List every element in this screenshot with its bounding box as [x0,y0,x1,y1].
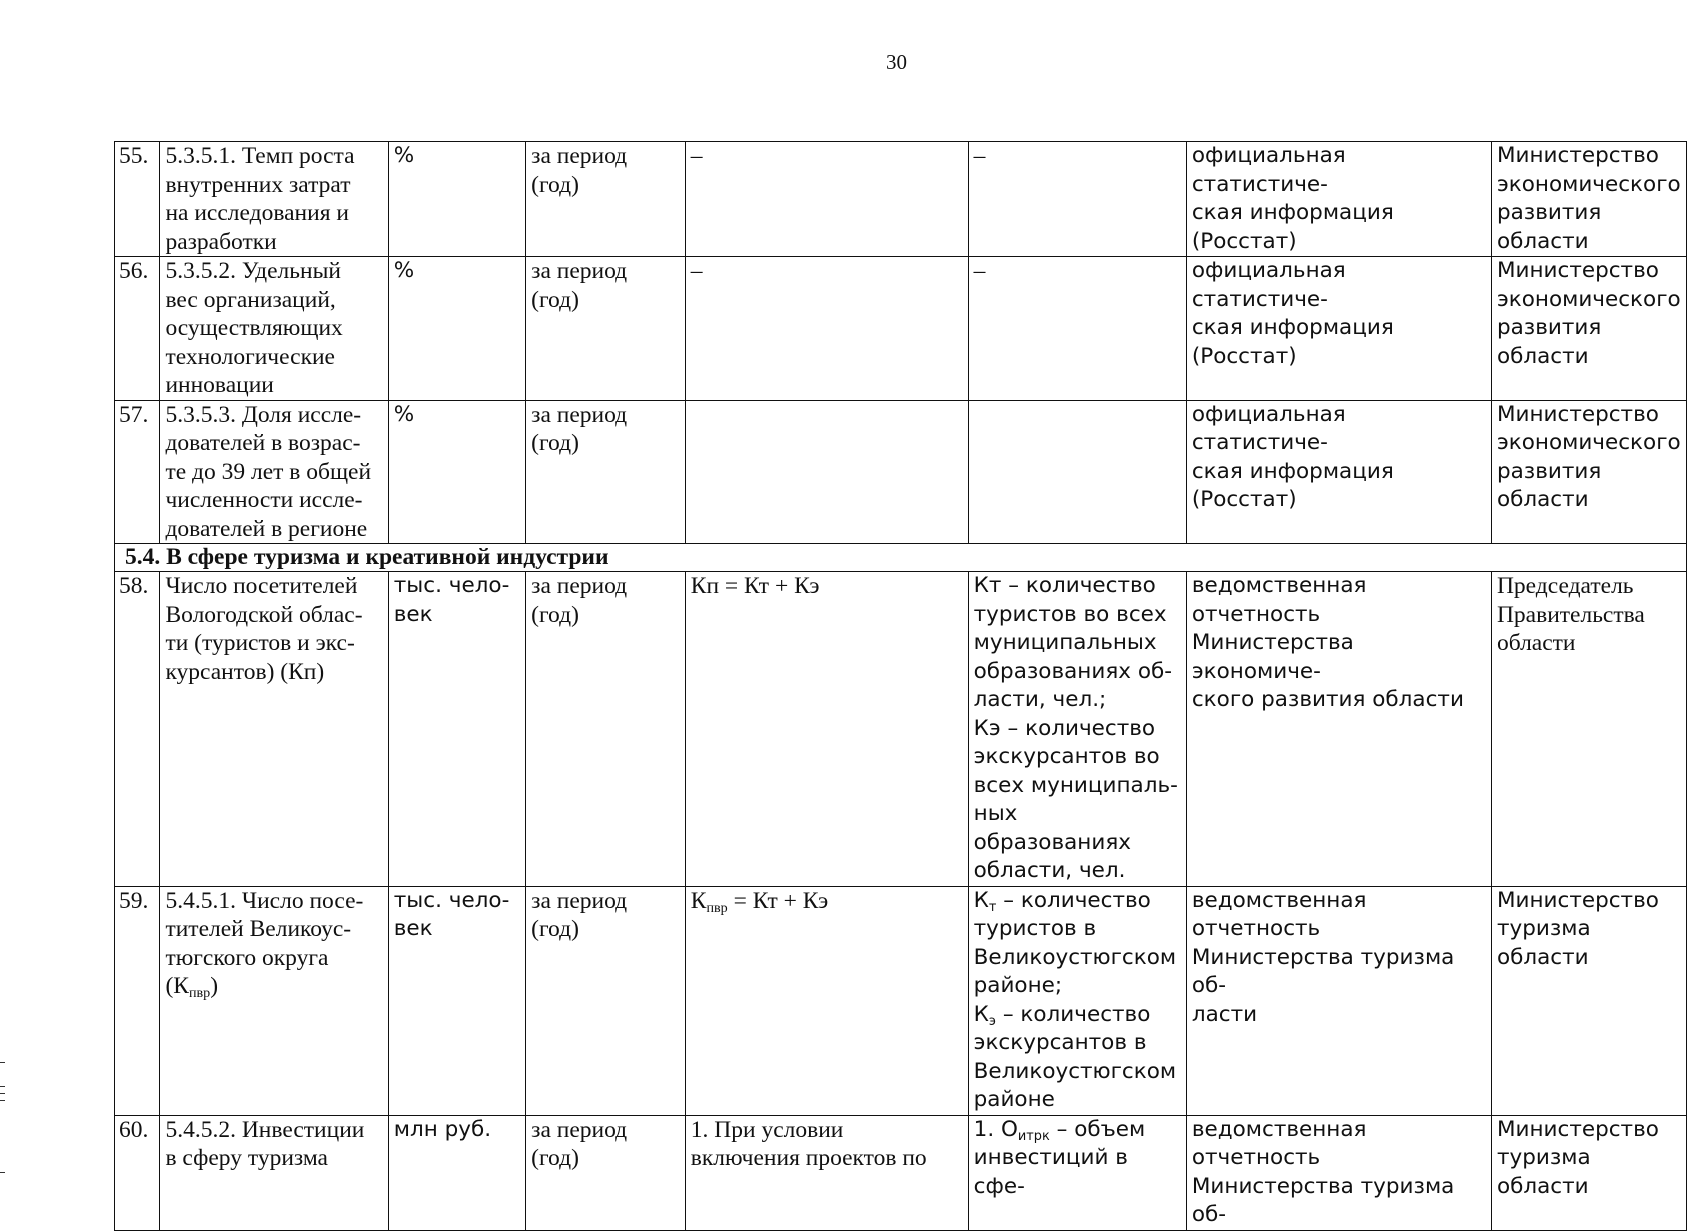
source-cell: официальная статистиче- ская информация (Росстат) [1186,257,1491,401]
period-cell: за период (год) [526,142,686,257]
indicator-name-line: тюгского округа [165,944,329,971]
indicator-name: 5.4.5.1. Число посе- тителей Великоус- тюгского округа $(К_{пвр})$ [160,886,388,1115]
table-row [115,886,1687,1115]
section-heading-row [115,544,1687,572]
page-number: 30 [886,50,907,74]
variables-cell [968,400,1186,544]
period-cell: за период (год) [526,257,686,401]
formula-cell [685,886,968,1115]
indicator-name-line: тителей Великоус- [165,916,352,942]
margin-mark [0,1100,5,1101]
unit-cell: млн руб. [388,1115,525,1230]
unit-cell: тыс. чело- век [388,572,525,887]
unit-cell: % [388,257,525,401]
variable-subscript: итрк [1017,1128,1050,1144]
section-heading: 5.4. В сфере туризма и креативной индустрии [115,544,1687,572]
period-cell: за период (год) [526,886,686,1115]
variable-prefix: 1. О [973,1116,1018,1142]
source-cell: официальная статистиче- ская информация (Росстат) [1186,400,1491,544]
row-number: 56. [115,257,160,401]
formula-cell: – [685,142,968,257]
period-cell: за период (год) [526,1115,686,1230]
row-number: 60. [115,1115,160,1230]
indicators-table [114,141,1687,1231]
unit-cell: % [388,142,525,257]
period-cell: за период (год) [526,400,686,544]
indicator-name-line: 5.4.5.1. Число посе- [165,887,364,914]
table-row [115,1115,1687,1230]
indicator-symbol-subscript: пвр [188,985,211,1001]
variable-subscript: э [988,1013,996,1029]
responsible-cell: Министерство туризма области [1491,886,1686,1115]
indicator-name: 5.3.5.1. Темп роста внутренних затрат на исследования и разработки [160,142,388,257]
formula-cell: Кп = Кт + Кэ [685,572,968,887]
formula-cell [685,400,968,544]
variable-subscript: т [988,899,997,915]
indicator-name: Число посетителей Вологодской облас- ти (туристов и экс- курсантов) (Кп) [160,572,388,887]
formula-cell: – [685,257,968,401]
row-number: 59. [115,886,160,1115]
margin-mark [0,1172,5,1173]
variables-cell: – [968,257,1186,401]
responsible-cell: Министерство туризма области [1491,1115,1686,1230]
indicator-name: 5.3.5.2. Удельный вес организаций, осуществляющих технологические инновации [160,257,388,401]
source-cell: ведомственная отчетность Министерства экономиче- ского развития области [1186,572,1491,887]
row-number: 58. [115,572,160,887]
indicator-name: 5.3.5.3. Доля иссле- дователей в возрас- те до 39 лет в общей численности иссле- дователей в регионе [160,400,388,544]
responsible-cell: Министерство экономического развития области [1491,142,1686,257]
margin-mark [0,1093,5,1094]
variable-symbol: К [973,1001,989,1027]
variables-cell: Кт – количество туристов во всех муниципальных образованиях об- ласти, чел.; Кэ – количество экскурсантов во всех муниципаль- ных образованиях области, чел. [968,572,1186,887]
source-cell: ведомственная отчетность Министерства туризма об- [1186,1115,1491,1230]
period-cell: за период (год) [526,572,686,887]
responsible-cell: Министерство экономического развития области [1491,400,1686,544]
unit-cell: % [388,400,525,544]
source-cell: официальная статистиче- ская информация (Росстат) [1186,142,1491,257]
source-cell: ведомственная отчетность Министерства туризма об- ласти [1186,886,1491,1115]
variables-cell [968,1115,1186,1230]
unit-cell: тыс. чело- век [388,886,525,1115]
row-number: 57. [115,400,160,544]
row-number: 55. [115,142,160,257]
formula-symbol-subscript: пвр [706,899,728,916]
formula-cell: 1. При условии включения проектов по [685,1115,968,1230]
variable-description: – объем инвестиций в сфе- [973,1116,1146,1199]
formula-rest: = Кт + Кэ [727,887,829,914]
responsible-cell: Председатель Правительства области [1491,572,1686,887]
variable-description: – количество туристов в Великоустюгском районе; [973,887,1177,998]
margin-mark [0,1086,5,1087]
responsible-cell: Министерство экономического развития области [1491,257,1686,401]
table-row [115,257,1687,401]
margin-mark [0,1062,5,1063]
table-row [115,400,1687,544]
indicator-name: 5.4.5.2. Инвестиции в сферу туризма [160,1115,388,1230]
variables-cell [968,886,1186,1115]
table-row [115,572,1687,887]
variables-cell: – [968,142,1186,257]
table-row [115,142,1687,257]
indicator-symbol: К [173,973,189,999]
variable-description: – количество экскурсантов в Великоустюгском районе [973,1001,1177,1112]
variable-symbol: К [973,887,989,913]
formula-symbol: К [690,887,707,914]
